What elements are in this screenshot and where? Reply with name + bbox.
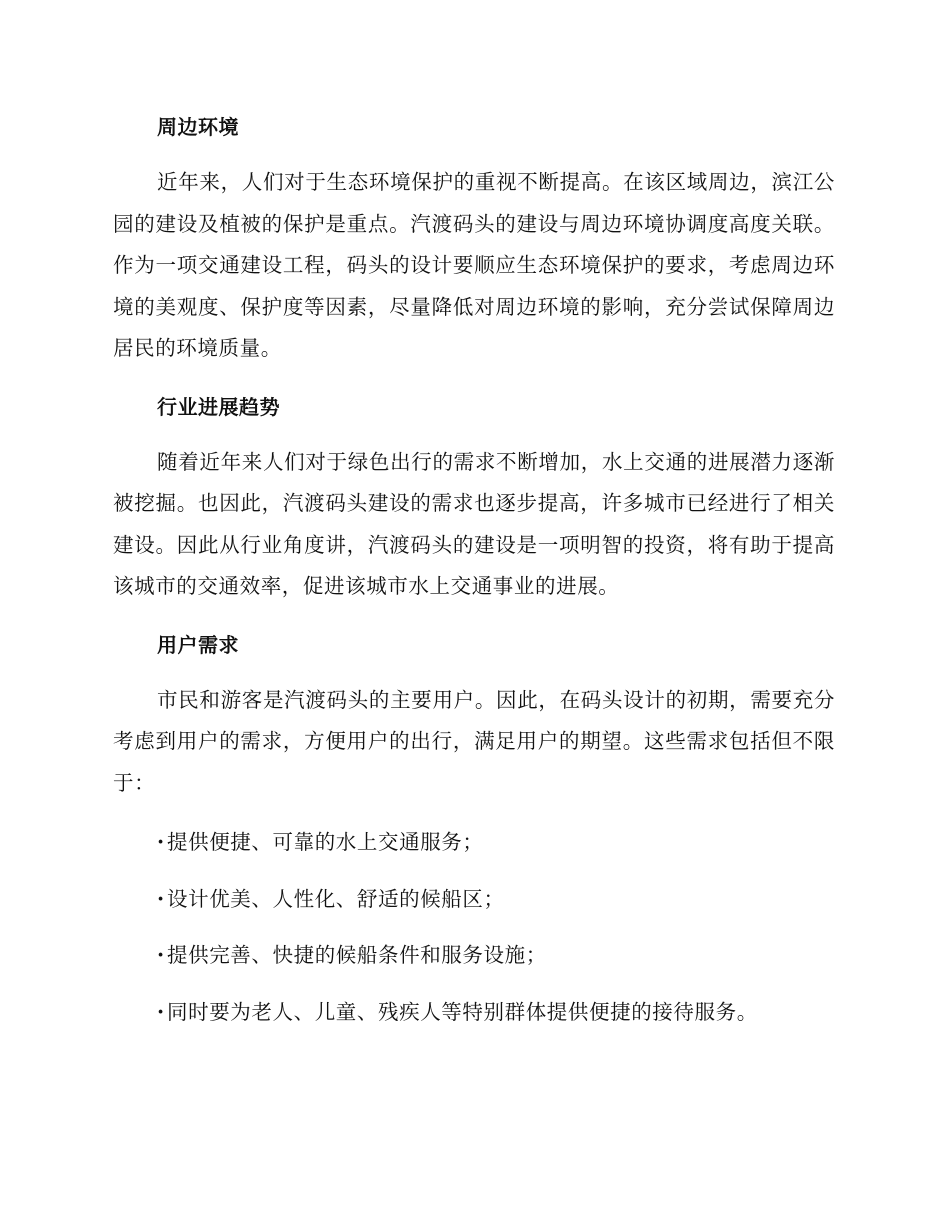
user-needs-list (113, 822, 835, 1033)
bullet-dot: · (157, 830, 165, 854)
section-paragraph-environment: 近年来，人们对于生态环境保护的重视不断提高。在该区域周边，滨江公园的建设及植被的保护是重点。汽渡码头的建设与周边环境协调度高度关联。作为一项交通建设工程，码头的设计要顺应生态环境保护的要求，考虑周边环境的美观度、保护度等因素，尽量降低对周边环境的影响，充分尝试保障周边居民的环境质量。 (113, 170, 835, 360)
list-item (113, 992, 835, 1034)
list-item-text: 提供完善、快捷的候船条件和服务设施； (167, 943, 547, 967)
document-body (113, 108, 835, 1048)
section-heading-user-needs: 用户需求 (157, 632, 239, 657)
bullet-dot: · (157, 999, 165, 1024)
section-paragraph-industry-trend: 随着近年来人们对于绿色出行的需求不断增加，水上交通的进展潜力逐渐被挖掘。也因此，汽渡码头建设的需求也逐步提高，许多城市已经进行了相关建设。因此从行业角度讲，汽渡码头的建设是一项明智的投资，将有助于提高该城市的交通效率，促进该城市水上交通事业的进展。 (113, 449, 835, 598)
list-item (113, 822, 835, 864)
list-item-text: 同时要为老人、儿童、残疾人等特别群体提供便捷的接待服务。 (167, 999, 758, 1024)
section-paragraph-user-needs: 市民和游客是汽渡码头的主要用户。因此，在码头设计的初期，需要充分考虑到用户的需求，方便用户的出行，满足用户的期望。这些需求包括但不限于： (113, 687, 835, 795)
list-item (113, 935, 835, 977)
list-item-text: 提供便捷、可靠的水上交通服务； (167, 830, 484, 854)
section-heading-environment: 周边环境 (157, 115, 239, 139)
bullet-dot: · (157, 886, 165, 911)
list-item (113, 879, 835, 921)
list-item-text: 设计优美、人性化、舒适的候船区； (167, 886, 505, 911)
bullet-dot: · (157, 943, 165, 967)
section-heading-industry-trend: 行业进展趋势 (157, 394, 280, 419)
